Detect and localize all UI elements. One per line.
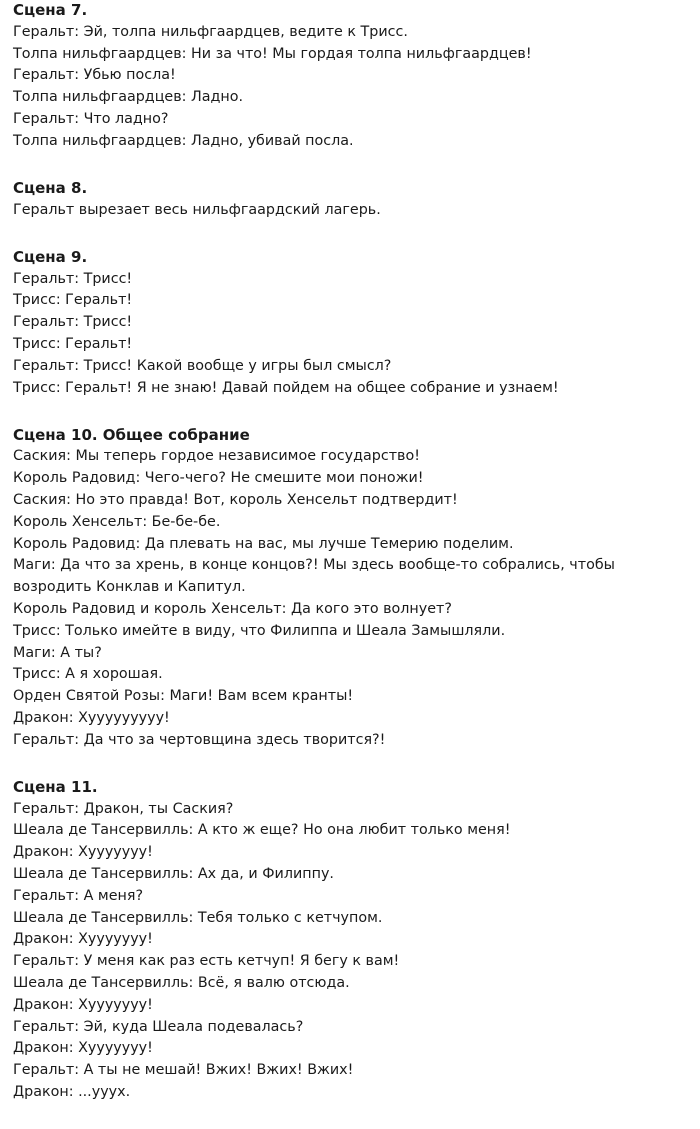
dialogue-line: Саския: Мы теперь гордое независимое государство! [13,448,420,465]
scene-10 [13,425,697,752]
dialogue-line: Толпа нильфгаардцев: Ладно, убивай посла. [13,132,354,149]
scene-title: Сцена 7. [13,1,88,19]
dialogue-line: Толпа нильфгаардцев: Ладно. [13,89,244,106]
dialogue-line: Геральт: Что ладно? [13,110,169,127]
dialogue-line: Шеала де Тансервилль: А кто ж еще? Но она любит только меня! [13,822,511,839]
scene-title: Сцена 11. [13,777,98,796]
dialogue-line: Дракон: Хууууууу! [13,996,153,1013]
dialogue-line: Трисс: Геральт! [13,292,133,309]
script-document [13,0,697,1129]
dialogue-line: Геральт: Трисс! [13,270,133,287]
dialogue-line: Король Радовид: Чего-чего? Не смешите мои поножи! [13,470,424,487]
dialogue-line: Геральт: У меня как раз есть кетчуп! Я бегу к вам! [13,953,400,970]
scene-title: Сцена 9. [13,247,88,266]
dialogue-line: Король Хенсельт: Бе-бе-бе. [13,513,221,530]
dialogue-line: Геральт: А ты не мешай! Вжих! Вжих! Вжих! [13,1062,354,1079]
dialogue-line: Дракон: Хууууууу! [13,844,153,861]
scene-11 [13,777,697,1104]
dialogue-line: Геральт: А меня? [13,887,144,904]
dialogue-line: Геральт: Трисс! [13,314,133,331]
dialogue-line: Геральт: Эй, куда Шеала подевалась? [13,1018,304,1035]
dialogue-line: Саския: Но это правда! Вот, король Хенсельт подтвердит! [13,492,458,509]
dialogue-line: Геральт: Дракон, ты Саския? [13,800,234,817]
dialogue-line: Орден Святой Розы: Маги! Вам всем кранты! [13,688,354,705]
dialogue-line: Геральт: Трисс! Какой вообще у игры был смысл? [13,357,392,374]
dialogue-line: Геральт: Да что за чертовщина здесь творится?! [13,731,386,748]
scene-title: Сцена 8. [13,178,88,197]
dialogue-line: Геральт: Эй, толпа нильфгаардцев, ведите к Трисс. [13,23,408,40]
dialogue-line: Трисс: Только имейте в виду, что Филиппа и Шеала Замышляли. [13,622,506,639]
dialogue-line: Дракон: Хууууууу! [13,931,153,948]
dialogue-line: Толпа нильфгаардцев: Ни за что! Мы гордая толпа нильфгаардцев! [13,45,532,62]
dialogue-line: Маги: Да что за хрень, в конце концов?! Мы здесь вообще-то собрались, чтобы возродить Конклав и Капитул. [13,557,615,596]
dialogue-line: Король Радовид: Да плевать на вас, мы лучше Темерию поделим. [13,535,514,552]
dialogue-line: Король Радовид и король Хенсельт: Да кого это волнует? [13,601,452,618]
scene-title: Сцена 10. Общее собрание [13,425,250,444]
dialogue-line: Шеала де Тансервилль: Всё, я валю отсюда. [13,975,350,992]
dialogue-line: Трисс: А я хорошая. [13,666,163,683]
dialogue-line: Шеала де Тансервилль: Ах да, и Филиппу. [13,866,334,883]
dialogue-line: Дракон: Хууууууууу! [13,710,170,726]
dialogue-line: Шеала де Тансервилль: Тебя только с кетчупом. [13,909,383,926]
dialogue-line: Маги: А ты? [13,644,102,661]
dialogue-line: Геральт вырезает весь нильфгаардский лагерь. [13,201,381,218]
dialogue-line: Геральт: Убью посла! [13,67,176,84]
scene-8 [13,178,697,222]
scene-9 [13,247,697,400]
dialogue-line: Дракон: ...ууух. [13,1084,131,1101]
dialogue-line: Дракон: Хууууууу! [13,1040,153,1057]
scene-7 [13,0,697,153]
dialogue-line: Трисс: Геральт! [13,335,133,352]
dialogue-line: Трисс: Геральт! Я не знаю! Давай пойдем на общее собрание и узнаем! [13,379,559,396]
